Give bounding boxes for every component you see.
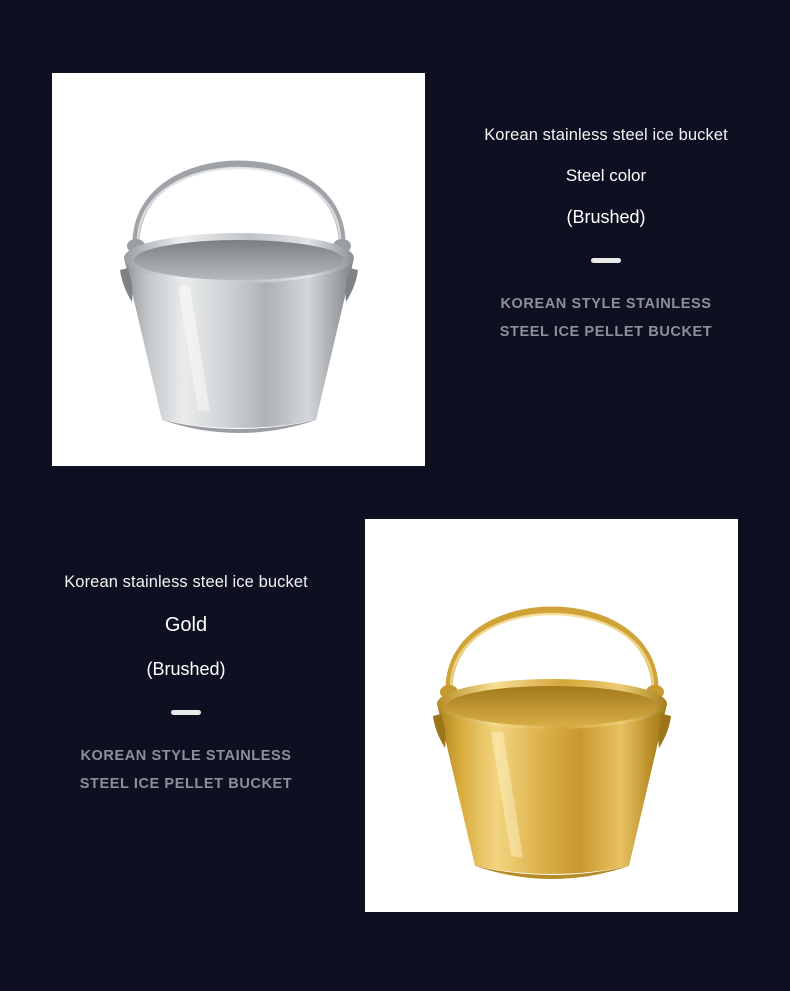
bucket-illustration-gold bbox=[365, 519, 738, 912]
product-color-steel: Steel color bbox=[565, 166, 647, 185]
product-info-steel bbox=[456, 73, 756, 346]
product-caption-line2-steel: STEEL ICE PELLET BUCKET bbox=[499, 324, 713, 340]
product-title-steel: Korean stainless steel ice bucket bbox=[484, 126, 728, 144]
product-photo-gold[interactable] bbox=[365, 519, 738, 912]
product-caption-line1-steel: KOREAN STYLE STAINLESS bbox=[500, 296, 712, 312]
divider-steel bbox=[591, 258, 621, 263]
product-photo-steel[interactable] bbox=[52, 73, 425, 466]
product-block-gold bbox=[0, 519, 790, 912]
product-finish-gold: (Brushed) bbox=[146, 659, 226, 679]
bucket-illustration-steel bbox=[52, 73, 425, 466]
product-title-gold: Korean stainless steel ice bucket bbox=[64, 573, 308, 591]
product-info-gold bbox=[36, 519, 336, 798]
product-caption-line1-gold: KOREAN STYLE STAINLESS bbox=[80, 748, 292, 764]
product-color-gold: Gold bbox=[164, 614, 208, 636]
product-block-steel bbox=[0, 73, 790, 466]
product-caption-line2-gold: STEEL ICE PELLET BUCKET bbox=[79, 776, 293, 792]
divider-gold bbox=[171, 710, 201, 715]
product-finish-steel: (Brushed) bbox=[566, 207, 646, 227]
bucket-svg-gold bbox=[407, 536, 697, 896]
bucket-svg-steel bbox=[94, 90, 384, 450]
